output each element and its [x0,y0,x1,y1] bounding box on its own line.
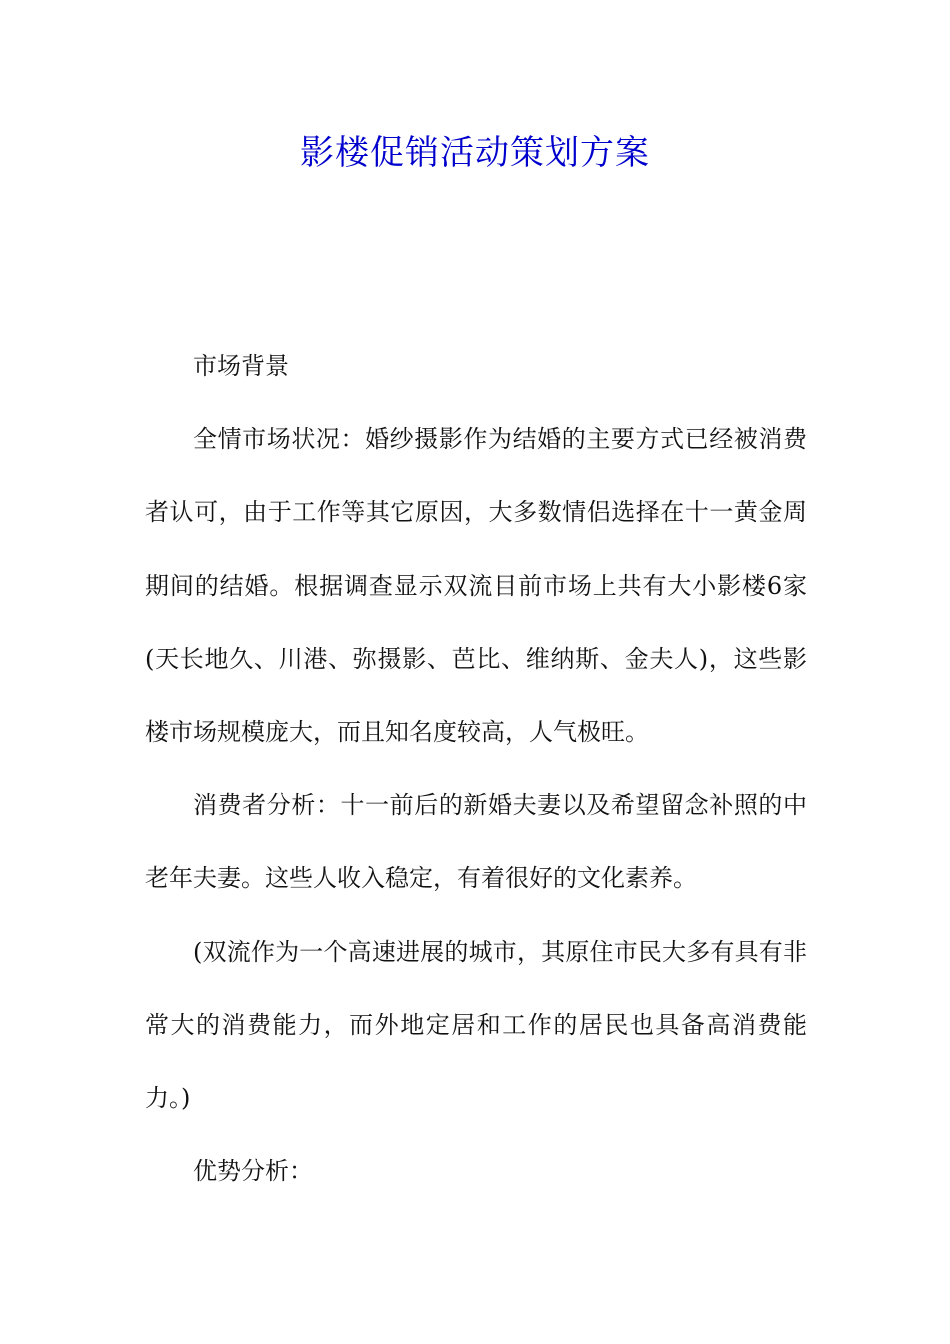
paragraph-consumer-analysis: 消费者分析：十一前后的新婚夫妻以及希望留念补照的中老年夫妻。这些人收入稳定，有着很好的文化素养。 [145,791,807,893]
paragraph-market-status: 全情市场状况：婚纱摄影作为结婚的主要方式已经被消费者认可，由于工作等其它原因，大多数情侣选择在十一黄金周期间的结婚。根据调查显示双流目前市场上共有大小影楼6家(天长地久、川港、弥摄影、芭比、维纳斯、金夫人)，这些影楼市场规模庞大，而且知名度较高，人气极旺。 [145,425,807,747]
document-title: 影楼促销活动策划方案 [300,133,650,173]
document-body [145,330,807,1208]
section-heading-market-background: 市场背景 [193,352,289,380]
paragraph-shuangliu-note: (双流作为一个高速进展的城市，其原住市民大多有具有非常大的消费能力，而外地定居和工作的居民也具备高消费能力。) [145,937,807,1113]
section-heading-advantage-analysis: 优势分析： [193,1157,313,1186]
